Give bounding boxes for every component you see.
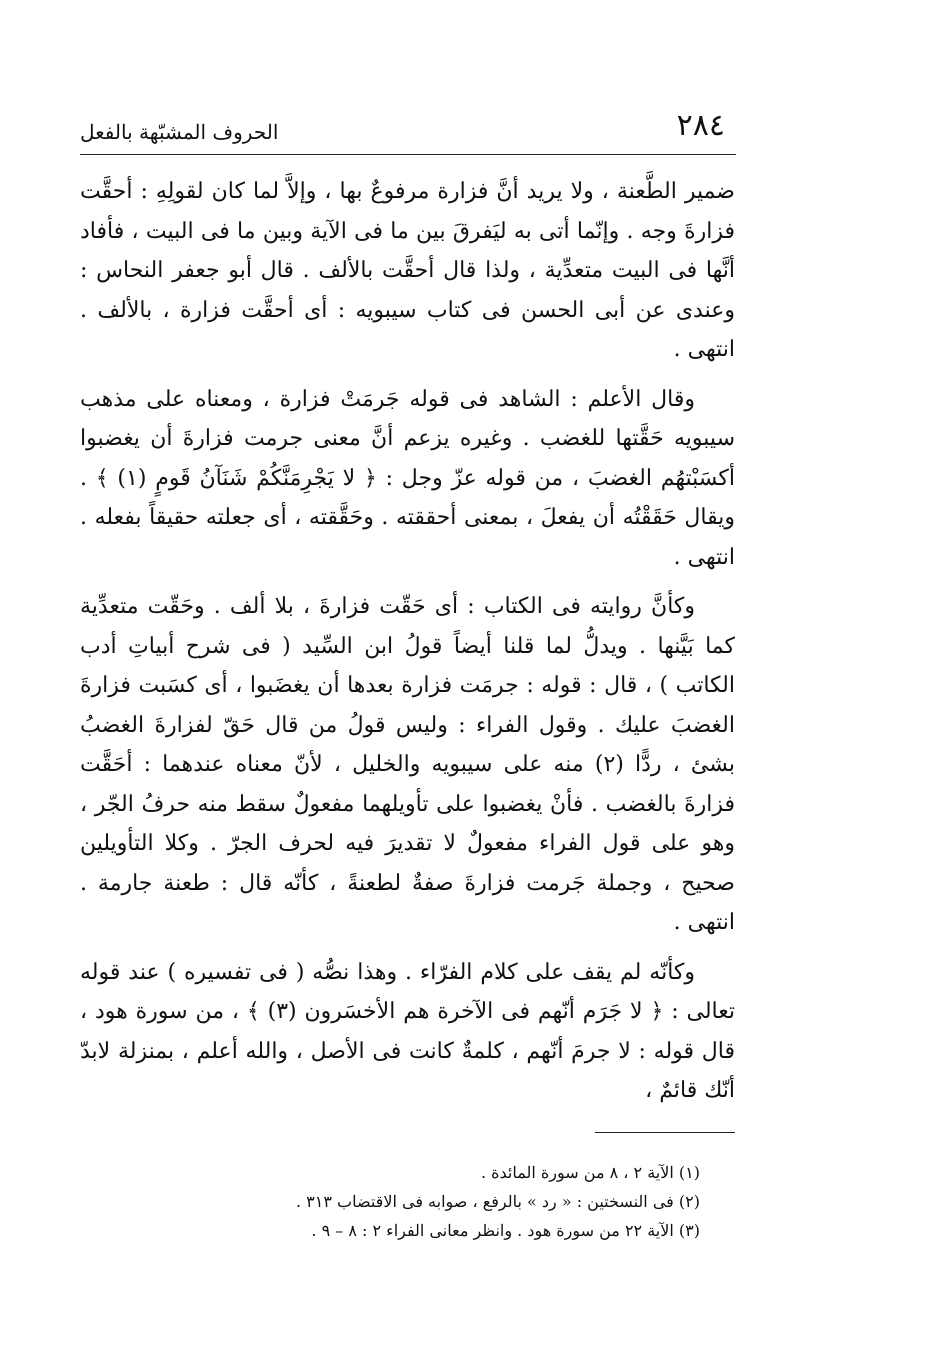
page-header bbox=[80, 108, 735, 152]
footnote-3: (٣) الآية ٢٢ من سورة هود . وانظر معانى الفراء ٢ : ٨ – ٩ . bbox=[311, 1221, 700, 1240]
main-text bbox=[80, 172, 735, 1121]
paragraph-1: ضمير الطَّعنة ، ولا يريد أنَّ فزارة مرفوعٌ بها ، وإلاَّ لما كان لقولِهِ : أحقَّت فزارةَ وجه . وإنّما أتى به ليَفرقَ بين ما فى الآية وبين ما فى البيت ، فأفاد أنَّها فى البيت متعدِّية ، ولذا قال أحقَّت بالألف . قال أبو جعفر النحاس : وعندى عن أبى الحسن فى كتاب سيبويه : أى أحقَّت فزارة ، بالألف . انتهى . bbox=[80, 179, 735, 362]
footnote-1: (١) الآية ٢ ، ٨ من سورة المائدة . bbox=[480, 1163, 700, 1182]
header-rule bbox=[80, 154, 736, 155]
paragraph-3: وكأنَّ روايته فى الكتاب : أى حَقّت فزارةَ ، بلا ألف . وحَقّت متعدِّية كما بَيَّنها . ويدلُّ لما قلنا أيضاً قولُ ابن السِّيد ( فى شرح أبياتِ أدب الكاتب ) ، قال : قوله : جرمَت فزارة بعدها أن يغضَبوا ، أى كسَبت فزارةَ الغضبَ عليك . وقول الفراء : وليس قولُ من قال حَقّ لفزارةَ الغضبُ بشئ ، ردًّا (٢) منه على سيبويه والخليل ، لأنّ معناه عندهما : أحَقَّت فزارةَ بالغضب . فأنْ يغضبوا على تأويلهما مفعولٌ سقط منه حرفُ الجّر ، وهو على قول الفراء مفعولٌ لا تقديرَ فيه لحرف الجرّ . وكلا التأويلين صحيح ، وجملة جَرمت فزارةَ صفةٌ لطعنةً ، كأنّه قال : طعنة جارمة . انتهى . bbox=[80, 594, 735, 935]
paragraph-4: وكأنّه لم يقف على كلام الفرّاء . وهذا نصُّه ( فى تفسيره ) عند قوله تعالى : ﴿ لا جَرَم أنّهم فى الآخرة هم الأخسَرون (٣) ﴾ ، من سورة هود ، قال قوله : لا جرمَ أنّهم ، كلمةٌ كانت فى الأصل ، والله أعلم ، بمنزلة لابدّ أنّك قائمٌ ، bbox=[80, 959, 735, 1103]
footnote-rule bbox=[595, 1132, 735, 1133]
page-number: ٢٨٤ bbox=[676, 108, 725, 143]
footnotes bbox=[80, 1158, 700, 1245]
running-title: الحروف المشبّهة بالفعل bbox=[80, 120, 279, 144]
footnote-2: (٢) فى النسختين : « رد » بالرفع ، صوابه فى الاقتضاب ٣١٣ . bbox=[296, 1192, 700, 1211]
paragraph-2: وقال الأعلم : الشاهد فى قوله جَرمَتْ فزارة ، ومعناه على مذهب سيبويه حَقَّتها للغضب . وغيره يزعم أنَّ معنى جرمت فزارةَ أن يغضبوا أكسَبْتهُم الغضبَ ، من قوله عزّ وجل : ﴿ لا يَجْرِمَنَّكُمْ شَنَآنُ قَومٍ (١) ﴾ . ويقال حَقَقْتُه أن يفعلَ ، بمعنى أحققته . وحَقَّقته ، أى جعلته حقيقاً بفعله . انتهى . bbox=[80, 386, 735, 570]
